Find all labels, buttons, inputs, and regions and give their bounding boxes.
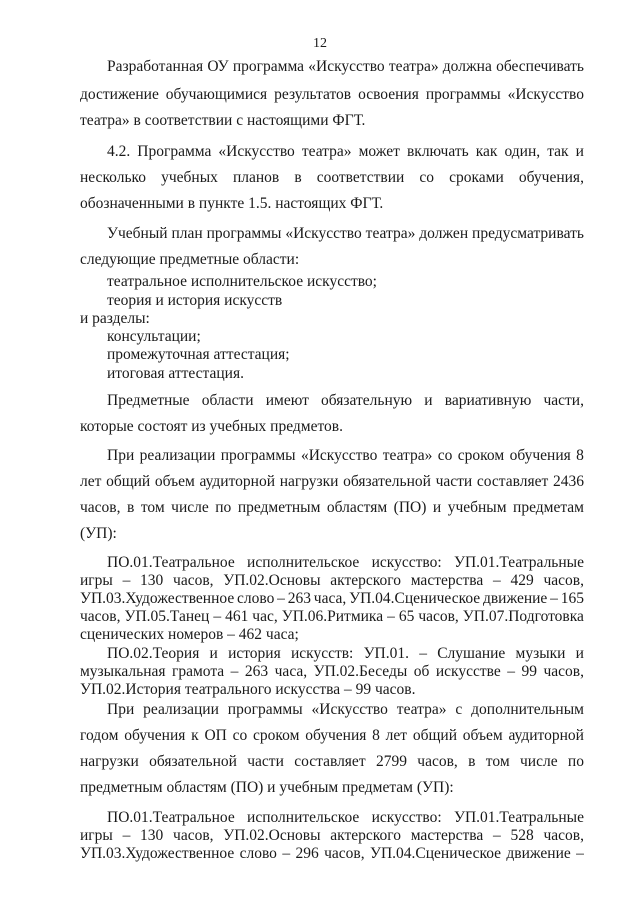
word: части, xyxy=(543,392,584,409)
page-number: 12 xyxy=(313,36,327,51)
word: сроками xyxy=(449,169,504,186)
word: мастерства xyxy=(410,827,484,844)
word: дополнительным xyxy=(471,701,584,718)
text-line: следующие предметные области: xyxy=(80,251,300,268)
word: часов, xyxy=(418,608,459,625)
text-line: (УП): xyxy=(80,525,117,542)
word: том xyxy=(485,753,510,770)
word: со xyxy=(232,727,248,744)
word: обязательную xyxy=(321,392,413,409)
word: части xyxy=(435,473,473,490)
word: учебных xyxy=(161,169,218,186)
word: и xyxy=(432,499,442,516)
word: 4.2. xyxy=(107,143,131,160)
word: в xyxy=(294,169,302,186)
word: мастерства xyxy=(410,572,484,589)
word: УП.04.Сценическое xyxy=(370,845,502,862)
word: аудиторной xyxy=(508,727,584,744)
text-line xyxy=(80,754,584,770)
text-line xyxy=(107,59,584,75)
word: «Искусство xyxy=(308,58,385,75)
word: игры xyxy=(80,827,113,844)
word: УП.01.Театральные xyxy=(454,809,584,826)
word: 130 xyxy=(140,827,164,844)
word: обязательной xyxy=(343,473,431,490)
word: области xyxy=(201,392,254,409)
text-line xyxy=(107,448,584,464)
word: При xyxy=(107,447,135,464)
word: УП.02.Беседы xyxy=(313,663,408,680)
text-line xyxy=(80,591,584,607)
word: должен xyxy=(419,225,469,242)
word: об xyxy=(413,663,430,680)
word: 65 xyxy=(398,608,415,625)
word: предметным xyxy=(237,499,321,516)
text-line xyxy=(80,846,584,862)
word: обязательной xyxy=(149,753,237,770)
word: (ПО) xyxy=(393,499,427,516)
word: ОУ xyxy=(207,58,229,75)
word: так xyxy=(547,143,569,160)
word: как xyxy=(475,143,498,160)
word: – xyxy=(492,572,501,589)
word: театра» xyxy=(382,447,433,464)
word: освоения xyxy=(358,86,419,103)
word: ПО.01.Театральное xyxy=(107,554,235,571)
word: УП.01.Театральные xyxy=(454,554,584,571)
text-line: промежуточная аттестация; xyxy=(107,346,290,363)
word: обучения xyxy=(305,727,367,744)
word: игры xyxy=(80,572,113,589)
word: «Искусство xyxy=(218,143,295,160)
word: театра» xyxy=(396,701,447,718)
word: объем xyxy=(462,727,503,744)
text-line: которые состоят из учебных предметов. xyxy=(80,418,343,435)
word: УП.02.Основы xyxy=(223,827,321,844)
word: аудиторной xyxy=(199,473,276,490)
word: имеют xyxy=(265,392,309,409)
word: исполнительское xyxy=(247,554,360,571)
word: час, xyxy=(252,608,278,625)
text-line: теория и история искусств xyxy=(107,292,283,309)
word: предметам xyxy=(513,499,584,516)
word: часов, xyxy=(80,499,121,516)
word: – xyxy=(492,827,501,844)
word: театра» xyxy=(301,143,352,160)
word: с xyxy=(455,701,463,718)
word: обучения xyxy=(509,447,571,464)
word: общий xyxy=(412,727,457,744)
word: искусство: xyxy=(371,809,442,826)
word: часа, xyxy=(313,590,347,607)
word: УП.07.Подготовка xyxy=(462,608,584,625)
text-line xyxy=(107,144,584,160)
word: театра» xyxy=(365,225,416,242)
word: программы xyxy=(206,225,282,242)
word: программы xyxy=(220,447,296,464)
text-line xyxy=(80,87,584,103)
word: актерского xyxy=(330,827,401,844)
text-line: театральное исполнительское искусство; xyxy=(107,273,377,290)
word: несколько xyxy=(80,169,147,186)
word: и xyxy=(575,143,584,160)
word: «Искусство xyxy=(311,701,388,718)
word: часов, xyxy=(80,608,121,625)
word: реализации xyxy=(139,447,216,464)
word: 296 xyxy=(295,845,319,862)
word: предусматривать xyxy=(472,225,584,242)
word: часов, xyxy=(324,845,365,862)
word: Слушание xyxy=(437,645,506,662)
text-line: УП.02.История театрального искусства – 99 часов. xyxy=(80,681,416,698)
word: 263 xyxy=(244,663,269,680)
word: часов, xyxy=(543,827,584,844)
word: движение xyxy=(506,845,571,862)
word: план xyxy=(171,225,203,242)
word: 429 xyxy=(510,572,534,589)
word: соответствии xyxy=(316,169,405,186)
word: часов, xyxy=(543,663,584,680)
word: 528 xyxy=(510,827,534,844)
word: программы xyxy=(425,86,501,103)
word: части xyxy=(247,753,284,770)
text-line xyxy=(107,393,584,409)
text-line xyxy=(80,664,584,680)
word: лет xyxy=(385,727,408,744)
word: Предметные xyxy=(107,392,190,409)
word: – xyxy=(230,663,239,680)
word: слово xyxy=(239,845,277,862)
word: и xyxy=(424,392,433,409)
word: – xyxy=(419,645,427,662)
word: – xyxy=(213,608,222,625)
word: и xyxy=(575,645,584,662)
word: вариативную xyxy=(444,392,532,409)
word: достижение xyxy=(80,86,159,103)
word: УП.01. xyxy=(363,645,409,662)
word: должна xyxy=(442,58,492,75)
word: числе xyxy=(171,499,209,516)
word: по xyxy=(215,499,232,516)
word: результатов xyxy=(274,86,352,103)
word: планов xyxy=(232,169,280,186)
word: Разработанная xyxy=(107,58,204,75)
word: УП.02.Основы xyxy=(223,572,321,589)
word: 263 xyxy=(287,590,311,607)
word: в xyxy=(468,753,476,770)
text-line: предметным областям (ПО) и учебным предметам (УП): xyxy=(80,779,454,796)
word: со xyxy=(437,447,453,464)
word: к xyxy=(191,727,199,744)
word: том xyxy=(140,499,165,516)
text-line xyxy=(80,828,584,844)
word: искусство: xyxy=(371,554,442,571)
word: УП.05.Танец xyxy=(124,608,210,625)
text-line xyxy=(80,573,584,589)
text-line xyxy=(80,500,584,516)
word: «Искусство xyxy=(285,225,362,242)
text-line xyxy=(80,170,584,186)
word: актерского xyxy=(330,572,401,589)
word: 8 xyxy=(576,447,584,464)
word: искусстве xyxy=(435,663,501,680)
word: сроком xyxy=(253,727,300,744)
word: годом xyxy=(80,727,119,744)
word: Учебный xyxy=(107,225,168,242)
word: может xyxy=(358,143,400,160)
word: – xyxy=(122,572,131,589)
word: обеспечивать xyxy=(496,58,584,75)
text-line xyxy=(80,474,584,490)
word: – xyxy=(122,827,131,844)
word: числе xyxy=(519,753,558,770)
text-line: консультации; xyxy=(107,328,201,345)
word: ОП xyxy=(204,727,227,744)
word: обучения xyxy=(124,727,186,744)
word: областям xyxy=(326,499,388,516)
word: по xyxy=(567,753,584,770)
word: При xyxy=(107,701,135,718)
word: – xyxy=(576,845,584,862)
word: 2799 xyxy=(375,753,407,770)
word: движение xyxy=(482,590,548,607)
word: история xyxy=(228,645,281,662)
word: 2436 xyxy=(552,473,584,490)
text-line: и разделы: xyxy=(80,310,150,327)
word: программа xyxy=(232,58,305,75)
word: объем xyxy=(154,473,195,490)
word: – xyxy=(387,608,395,625)
text-line xyxy=(80,609,584,625)
word: УП.06.Ритмика xyxy=(281,608,384,625)
word: программы xyxy=(227,701,303,718)
word: УП.04.Сценическое xyxy=(349,590,481,607)
word: со xyxy=(419,169,435,186)
word: в xyxy=(127,499,135,516)
word: искусств: xyxy=(290,645,354,662)
word: часов, xyxy=(173,827,214,844)
word: учебным xyxy=(447,499,507,516)
text-line: сценических номеров – 462 часа; xyxy=(80,626,299,643)
text-line xyxy=(107,810,584,826)
word: составляет xyxy=(476,473,549,490)
word: ПО.01.Театральное xyxy=(107,809,235,826)
word: 461 xyxy=(225,608,249,625)
text-line: обозначенными в пункте 1.5. настоящих ФГТ. xyxy=(80,195,384,212)
word: сроком xyxy=(457,447,505,464)
word: УП.03.Художественное xyxy=(80,845,235,862)
word: ПО.02.Теория xyxy=(107,645,200,662)
word: исполнительское xyxy=(247,809,360,826)
word: лет xyxy=(80,473,102,490)
word: часов, xyxy=(173,572,214,589)
word: 8 xyxy=(372,727,380,744)
word: нагрузки xyxy=(279,473,339,490)
word: «Искусство xyxy=(300,447,378,464)
text-line: театра» в соответствии с настоящими ФГТ. xyxy=(80,112,366,129)
text-line xyxy=(107,555,584,571)
word: УП.03.Художественное xyxy=(80,590,235,607)
word: 99 xyxy=(521,663,537,680)
word: часов, xyxy=(417,753,458,770)
word: Программа xyxy=(137,143,212,160)
word: слово xyxy=(237,590,275,607)
word: нагрузки xyxy=(80,753,139,770)
word: музыки xyxy=(515,645,566,662)
word: обучающимися xyxy=(165,86,268,103)
word: грамота xyxy=(172,663,225,680)
word: 165 xyxy=(560,590,584,607)
word: общий xyxy=(106,473,151,490)
word: включать xyxy=(406,143,469,160)
word: 130 xyxy=(140,572,164,589)
word: музыкальная xyxy=(80,663,166,680)
word: «Искусство xyxy=(507,86,584,103)
text-line: итоговая аттестация. xyxy=(107,365,244,382)
word: часа, xyxy=(274,663,308,680)
word: обучения, xyxy=(518,169,584,186)
word: – xyxy=(282,845,291,862)
word: часов, xyxy=(543,572,584,589)
word: – xyxy=(550,590,558,607)
word: театра» xyxy=(388,58,439,75)
text-line xyxy=(107,646,584,662)
word: составляет xyxy=(294,753,366,770)
text-line xyxy=(80,728,584,744)
word: – xyxy=(277,590,285,607)
text-line xyxy=(107,226,584,242)
word: и xyxy=(209,645,218,662)
text-line xyxy=(107,702,584,718)
word: – xyxy=(507,663,515,680)
word: реализации xyxy=(143,701,219,718)
word: один, xyxy=(504,143,541,160)
